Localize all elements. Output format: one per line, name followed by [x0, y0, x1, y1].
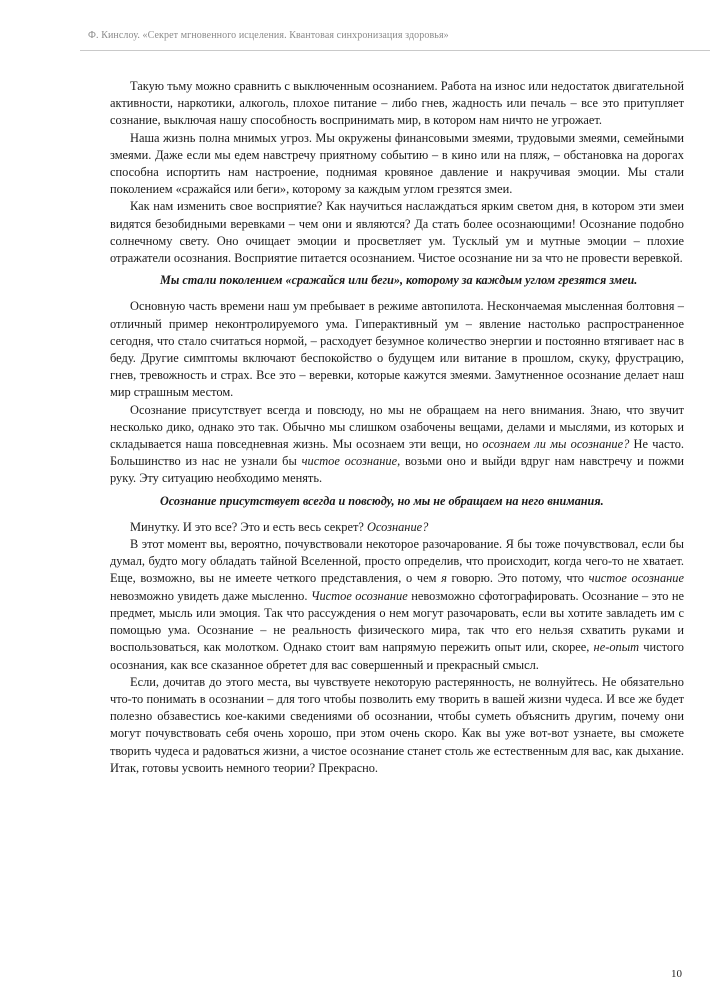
- emphasis-text: чистое осознание: [301, 454, 398, 469]
- running-header: Ф. Кинслоу. «Секрет мгновенного исцеления. Квантовая синхронизация здоровья»: [88, 30, 449, 41]
- paragraph: Как нам изменить свое восприятие? Как научиться наслаждаться ярким светом дня, в котором эти змеи видятся безобидными веревками – чем они и являются? Да стать более осознающими! Осознание подобно солнечному свету. Оно очищает эмоции и просветляет ум. Тусклый ум и мутные эмоции – плохие отражатели осознания. Восприятие питается осознанием. Чистое осознание ни за что не провести веревкой.: [110, 199, 684, 266]
- pull-quote: Мы стали поколением «сражайся или беги», которому за каждым углом грезятся змеи.: [160, 273, 638, 288]
- emphasis-text: я: [441, 571, 447, 586]
- emphasis-text: не-опыт: [593, 640, 640, 655]
- header-divider: [80, 50, 710, 51]
- paragraph: Основную часть времени наш ум пребывает в режиме автопилота. Нескончаемая мысленная болтовня – отличный пример неконтролируемого ума. Гиперактивный ум – явление настолько распространенное сегодня, что стало считаться нормой, – расходует безумное количество энергии и постоянно втягивает нас в беду. Другие симптомы включают беспокойство о будущем или витание в прошлом, скуку, фрустрацию, гнев, тревожность и страх. Все это – веревки, которые кажутся змеями. Замутненное осознание делает наш мир страшным местом.: [110, 299, 684, 400]
- emphasis-text: осознаем ли мы осознание?: [482, 437, 630, 452]
- paragraph: Наша жизнь полна мнимых угроз. Мы окружены финансовыми змеями, трудовыми змеями, семейными змеями. Даже если мы едем навстречу приятному событию – в кино или на пляж, – обстановка на дорогах способна испортить нам настроение, поднимая кровяное давление и накручивая эмоции. Мы стали поколением «сражайся или беги», которому за каждым углом грезятся змеи.: [110, 130, 684, 197]
- emphasis-text: чистое осознание: [588, 571, 684, 586]
- page-number: 10: [671, 968, 682, 980]
- page-body: [110, 78, 684, 777]
- paragraph: В этот момент вы, вероятно, почувствовали некоторое разочарование. Я бы тоже почувствовал, если бы думал, будто могу обладать тайной Вселенной, просто определив, что происходит, когда чего-то не хватает. Еще, возможно, вы не имеете четкого представления, о чем я говорю. Это потому, что чистое осознание невозможно увидеть даже мысленно. Чистое осознание невозможно сфотографировать. Осознание – это не предмет, мысль или эмоция. Так что рассуждения о нем могут разочаровать, если вы хотите завладеть им с помощью ума. Осознание – не реальность физического мира, так что его нельзя схватить руками и воспользоваться, как молотком. Однако стоит вам напрямую пережить опыт или, скорее, не-опыт чистого осознания, как все сказанное обретет для вас совершенный и прекрасный смысл.: [110, 537, 684, 672]
- pull-quote: Осознание присутствует всегда и повсюду, но мы не обращаем на него внимания.: [160, 493, 604, 508]
- emphasis-text: Осознание?: [366, 519, 429, 534]
- paragraph: Осознание присутствует всегда и повсюду, но мы не обращаем на него внимания. Знаю, что звучит несколько дико, однако это так. Обычно мы слишком озабочены вещами, делами и мыслями, из которых и складывается наша повседневная жизнь. Мы осознаем эти вещи, но осознаем ли мы осознание? Не часто. Большинство из нас не узнали бы чистое осознание, возьми оно и выйди вдруг нам навстречу и пожми руку. Эту ситуацию необходимо менять.: [110, 402, 685, 486]
- paragraph: Такую тьму можно сравнить с выключенным осознанием. Работа на износ или недостаток двигательной активности, наркотики, алкоголь, плохое питание – либо гнев, жадность или печаль – все это притупляет сознание, выключая нашу способность воспринимать мир, в котором нам ничто не угрожает.: [110, 79, 684, 128]
- emphasis-text: Чистое осознание: [310, 588, 408, 603]
- paragraph: Если, дочитав до этого места, вы чувствуете некоторую растерянность, не волнуйтесь. Не обязательно что-то понимать в осознании – для того чтобы позволить ему творить в вашей жизни чудеса. И все же будет полезно обзавестись кое-какими сведениями об осознании, чтобы суметь объяснить другим, почему они могут почувствовать себя очень хорошо, при этом очень скоро. Как вы уже вот-вот узнаете, вы сможете творить чудеса и радоваться жизни, а чистое осознание станет столь же естественным для вас, как дыхание. Итак, готовы усвоить немного теории? Прекрасно.: [110, 674, 684, 775]
- paragraph: Минутку. И это все? Это и есть весь секрет? Осознание?: [130, 519, 429, 534]
